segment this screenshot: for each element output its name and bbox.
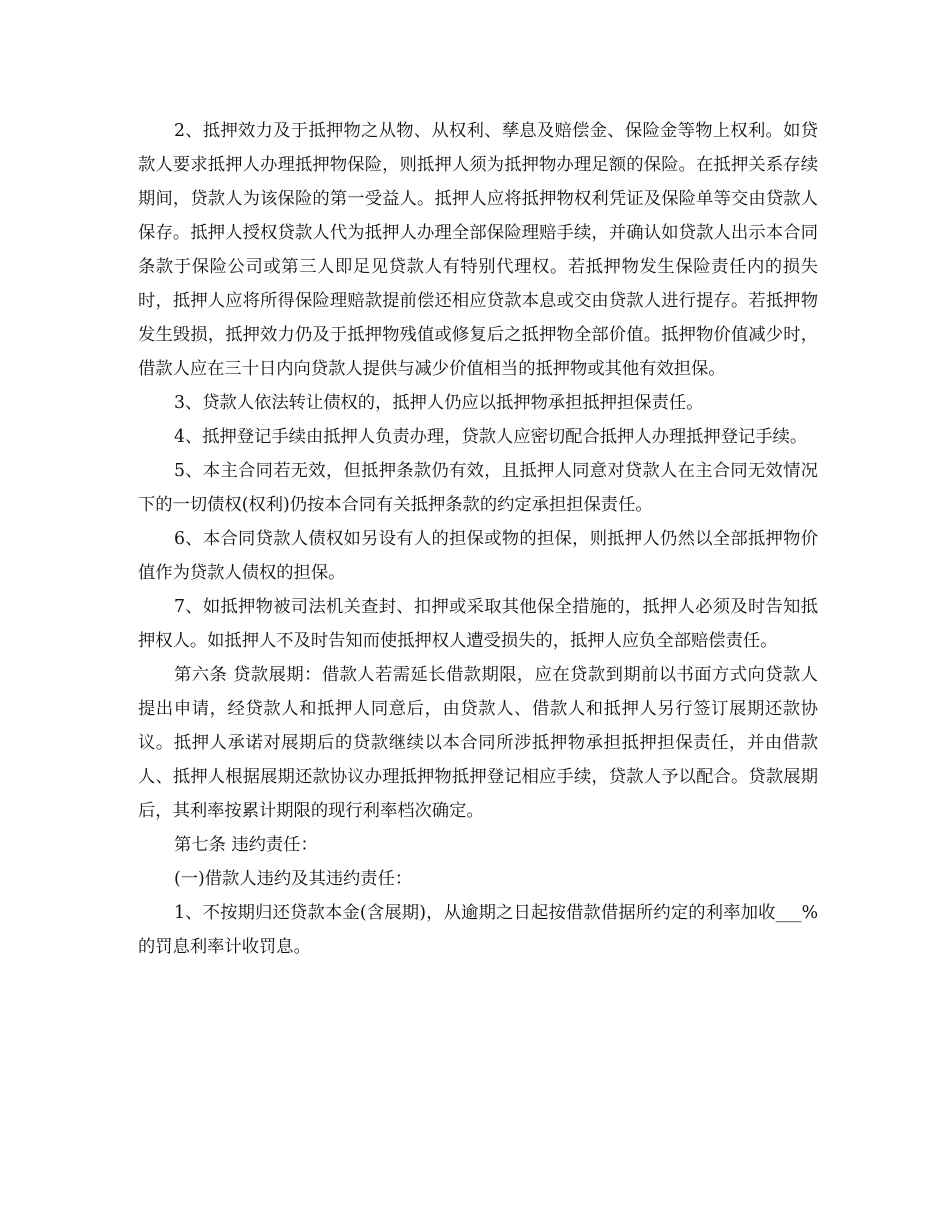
document-page <box>138 114 818 964</box>
paragraph-clause-3: 3、贷款人依法转让债权的，抵押人仍应以抵押物承担抵押担保责任。 <box>174 393 704 413</box>
paragraph-clause-5: 5、本主合同若无效，但抵押条款仍有效，且抵押人同意对贷款人在主合同无效情况下的一切债权(权利)仍按本合同有关抵押条款的约定承担担保责任。 <box>138 461 818 515</box>
subheading-borrower-default: (一)借款人违约及其违约责任： <box>174 869 413 889</box>
paragraph-clause-7: 7、如抵押物被司法机关查封、扣押或采取其他保全措施的，抵押人必须及时告知抵押权人。如抵押人不及时告知而使抵押权人遭受损失的，抵押人应负全部赔偿责任。 <box>138 597 818 651</box>
paragraph-article-6-extension: 第六条 贷款展期：借款人若需延长借款期限，应在贷款到期前以书面方式向贷款人提出申请，经贷款人和抵押人同意后，由贷款人、借款人和抵押人另行签订展期还款协议。抵押人承诺对展期后的贷款继续以本合同所涉抵押物承担抵押担保责任，并由借款人、抵押人根据展期还款协议办理抵押物抵押登记相应手续，贷款人予以配合。贷款展期后，其利率按累计期限的现行利率档次确定。 <box>138 665 818 821</box>
paragraph-clause-2: 2、抵押效力及于抵押物之从物、从权利、孳息及赔偿金、保险金等物上权利。如贷款人要求抵押人办理抵押物保险，则抵押人须为抵押物办理足额的保险。在抵押关系存续期间，贷款人为该保险的第一受益人。抵押人应将抵押物权利凭证及保险单等交由贷款人保存。抵押人授权贷款人代为抵押人办理全部保险理赔手续，并确认如贷款人出示本合同条款于保险公司或第三人即足见贷款人有特别代理权。若抵押物发生保险责任内的损失时，抵押人应将所得保险理赔款提前偿还相应贷款本息或交由贷款人进行提存。若抵押物发生毁损，抵押效力仍及于抵押物残值或修复后之抵押物全部价值。抵押物价值减少时，借款人应在三十日内向贷款人提供与减少价值相当的抵押物或其他有效担保。 <box>138 121 818 379</box>
paragraph-clause-6: 6、本合同贷款人债权如另设有人的担保或物的担保，则抵押人仍然以全部抵押物价值作为贷款人债权的担保。 <box>138 529 818 583</box>
paragraph-clause-4: 4、抵押登记手续由抵押人负责办理，贷款人应密切配合抵押人办理抵押登记手续。 <box>174 427 808 447</box>
paragraph-penalty-interest: 1、不按期归还贷款本金(含展期)，从逾期之日起按借款借据所约定的利率加收___%的罚息利率计收罚息。 <box>138 903 818 957</box>
heading-article-7-liability: 第七条 违约责任： <box>174 835 318 855</box>
